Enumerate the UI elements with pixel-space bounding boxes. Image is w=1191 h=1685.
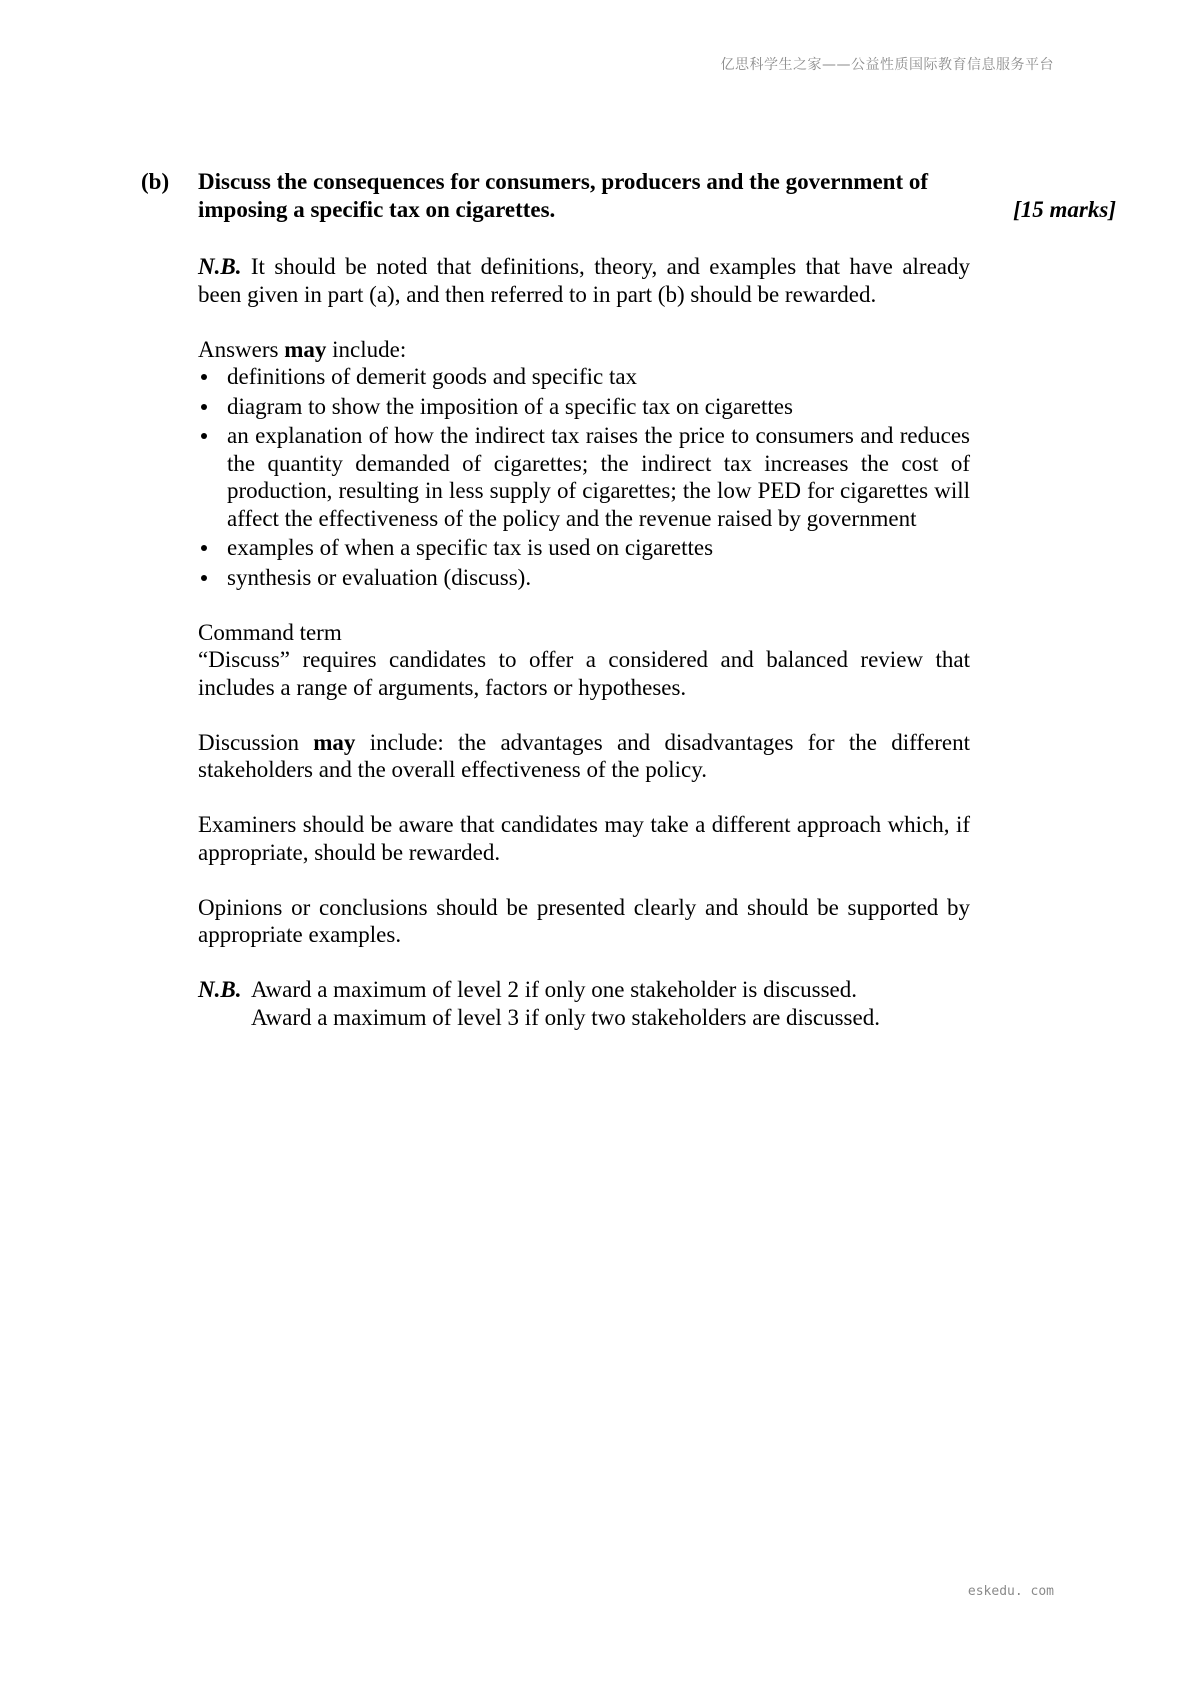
question-marks: [15 marks]: [1013, 197, 1116, 222]
nb-intro-text: It should be noted that definitions, theory, and examples that have already been given in part (a), and then referred to in part (b) should be rewarded.: [198, 254, 970, 307]
answers-section: [198, 336, 970, 592]
list-item-text: diagram to show the imposition of a specific tax on cigarettes: [227, 393, 793, 419]
command-term-text: “Discuss” requires candidates to offer a considered and balanced review that includes a range of arguments, factors or hypotheses.: [198, 647, 970, 700]
bullet-icon: [201, 404, 207, 410]
question-text: Discuss the consequences for consumers, producers and the government of imposing a specific tax on cigarettes.: [198, 169, 929, 222]
list-item: [198, 534, 970, 562]
bullet-icon: [201, 575, 207, 581]
discussion-suffix: include: the advantages and disadvantages for the different stakeholders and the overall effectiveness of the policy.: [198, 729, 971, 782]
opinions-paragraph: Opinions or conclusions should be presented clearly and should be supported by appropriate examples.: [198, 894, 970, 947]
list-item-text: synthesis or evaluation (discuss).: [227, 564, 532, 590]
list-item-text: definitions of demerit goods and specific tax: [227, 364, 638, 389]
header-watermark: 亿思科学生之家——公益性质国际教育信息服务平台: [720, 57, 1054, 73]
discussion-prefix: Discussion: [198, 729, 314, 755]
bullet-icon: [201, 433, 207, 439]
nb-final-line-2: Award a maximum of level 3 if only two stakeholders are discussed.: [251, 1004, 880, 1030]
nb-final-block: [198, 976, 970, 1031]
nb-final-lines: [251, 976, 970, 1031]
command-term-heading: Command term: [198, 619, 342, 645]
bullet-icon: [201, 374, 207, 380]
answers-heading-bold: may: [284, 336, 327, 362]
list-item: [198, 393, 970, 421]
list-item: [198, 363, 970, 391]
discussion-paragraph: [198, 729, 970, 784]
bullet-icon: [201, 545, 207, 551]
answers-heading: [198, 336, 970, 364]
markscheme-body: [198, 253, 970, 1031]
footer-watermark: eskedu. com: [967, 1584, 1054, 1599]
question-label: (b): [141, 169, 170, 194]
list-item: [198, 564, 970, 592]
answers-heading-prefix: Answers: [198, 336, 285, 362]
list-item: [198, 422, 970, 532]
answers-list: [198, 363, 970, 591]
nb-intro-paragraph: [198, 253, 970, 308]
list-item-text: an explanation of how the indirect tax raises the price to consumers and reduces the quantity demanded of cigarettes; the indirect tax increases the cost of production, resulting in less supply of cigarettes; the low PED for cigarettes will affect the effectiveness of the policy and the revenue raised by government: [227, 423, 970, 531]
command-term-section: [198, 619, 970, 702]
nb-final-line-1: Award a maximum of level 2 if only one stakeholder is discussed.: [251, 977, 857, 1002]
discussion-bold: may: [313, 729, 356, 755]
list-item-text: examples of when a specific tax is used on cigarettes: [227, 535, 714, 560]
examiners-paragraph: Examiners should be aware that candidates may take a different approach which, if appropriate, should be rewarded.: [198, 812, 970, 865]
answers-heading-suffix: include:: [326, 336, 407, 362]
nb-final-label: N.B.: [198, 977, 242, 1002]
nb-intro-label: N.B.: [198, 254, 242, 279]
